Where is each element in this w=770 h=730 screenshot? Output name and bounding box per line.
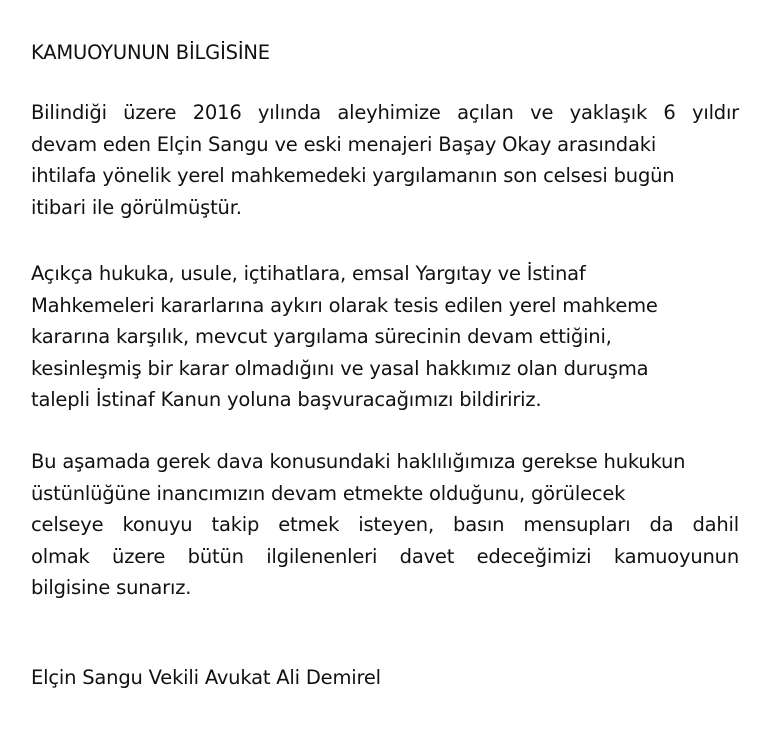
- paragraph-2-line-3: kararına karşılık, mevcut yargılama sürecinin devam ettiğini,: [31, 325, 612, 348]
- paragraph-1-line-4: itibari ile görülmüştür.: [31, 195, 242, 219]
- paragraph-1-line-2: devam eden Elçin Sangu ve eski menajeri Başay Okay arasındaki: [31, 132, 657, 156]
- paragraph-3: [31, 446, 739, 604]
- paragraph-1-line-3: ihtilafa yönelik yerel mahkemedeki yargılamanın son celsesi bugün: [31, 164, 675, 187]
- paragraph-2-line-1: Açıkça hukuka, usule, içtihatlara, emsal Yargıtay ve İstinaf: [31, 262, 586, 285]
- paragraph-3-line-4: olmak üzere bütün ilgilenenleri davet edeceğimizi kamuoyunun: [31, 544, 739, 568]
- paragraph-3-line-1: Bu aşamada gerek dava konusundaki haklılığımıza gerekse hukukun: [31, 450, 686, 473]
- paragraph-2: [31, 258, 739, 416]
- paragraph-3-line-5: bilgisine sunarız.: [31, 576, 192, 599]
- paragraph-3-line-2: üstünlüğüne inancımızın devam etmekte olduğunu, görülecek: [31, 481, 626, 505]
- signature: Elçin Sangu Vekili Avukat Ali Demirel: [31, 666, 381, 689]
- paragraph-2-line-2: Mahkemeleri kararlarına aykırı olarak tesis edilen yerel mahkeme: [31, 293, 658, 317]
- document-title: KAMUOYUNUN BİLGİSİNE: [31, 41, 270, 64]
- paragraph-1: [31, 97, 739, 223]
- paragraph-2-line-5: talepli İstinaf Kanun yoluna başvuracağımızı bildiririz.: [31, 388, 542, 411]
- paragraph-1-line-1: Bilindiği üzere 2016 yılında aleyhimize açılan ve yaklaşık 6 yıldır: [31, 101, 739, 124]
- paragraph-2-line-4: kesinleşmiş bir karar olmadığını ve yasal hakkımız olan duruşma: [31, 356, 649, 380]
- statement-document: [31, 37, 739, 689]
- paragraph-3-line-3: celseye konuyu takip etmek isteyen, basın mensupları da dahil: [31, 513, 739, 536]
